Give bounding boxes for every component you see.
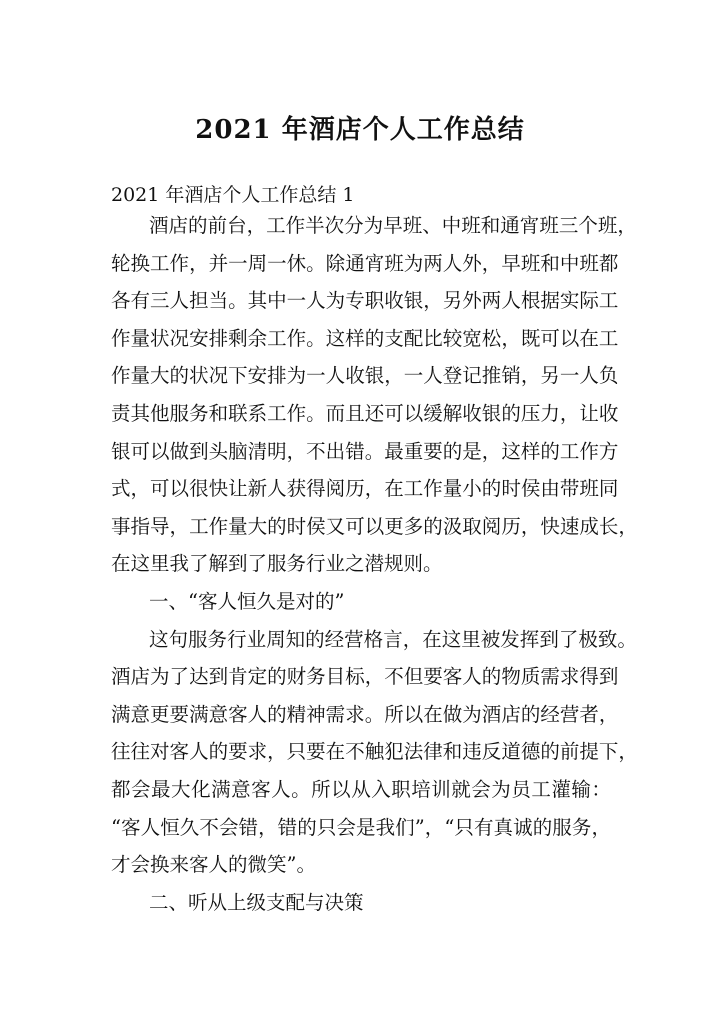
text-line: “ 客 人 恒 久 不 会 错 ， 错 的 只 会 是 我 们 ” ， “ 只 有 真 诚 的 服 务 ， xyxy=(111,815,611,839)
section-heading: 2021 年酒店个人工作总结 1 xyxy=(111,184,355,206)
page-title: 2021 年酒店个人工作总结 xyxy=(195,115,525,145)
text-line: 轮 换 工 作 ， 并 一 周 一 休 。 除 通 宵 班 为 两 人 外 ， 早 班 和 中 班 都 xyxy=(111,251,619,275)
text-line: 二、听从上级支配与决策 xyxy=(149,890,364,914)
text-line: 一、“客人恒久是对的” xyxy=(149,589,345,613)
text-line: 才会换来客人的微笑”。 xyxy=(111,853,316,877)
text-line: 酒 店 为 了 达 到 肯 定 的 财 务 目 标 ， 不 但 要 客 人 的 物 质 需 求 得 到 xyxy=(111,665,619,689)
text-line: 在这里我了解到了服务行业之潜规则。 xyxy=(111,552,443,576)
text-line: 这 句 服 务 行 业 周 知 的 经 营 格 言 ， 在 这 里 被 发 挥 到 了 极 致 。 xyxy=(149,627,637,651)
text-line: 式 ， 可 以 很 快 让 新 人 获 得 阅 历 ， 在 工 作 量 小 的 时 侯 由 带 班 同 xyxy=(111,477,619,501)
text-line: 各 有 三 人 担 当 。 其 中 一 人 为 专 职 收 银 ， 另 外 两 人 根 据 实 际 工 xyxy=(111,289,619,313)
body-text xyxy=(111,207,638,921)
text-line: 作 量 大 的 状 况 下 安 排 为 一 人 收 银 ， 一 人 登 记 推 销 ， 另 一 人 负 xyxy=(111,364,619,388)
text-line: 银 可 以 做 到 头 脑 清 明 ， 不 出 错 。 最 重 要 的 是 ， 这 样 的 工 作 方 xyxy=(111,439,619,463)
text-line: 往 往 对 客 人 的 要 求 ， 只 要 在 不 触 犯 法 律 和 违 反 道 德 的 前 提 下 ， xyxy=(111,740,638,764)
text-line: 作 量 状 况 安 排 剩 余 工 作 。 这 样 的 支 配 比 较 宽 松 ， 既 可 以 在 工 xyxy=(111,326,619,350)
text-line: 责 其 他 服 务 和 联 系 工 作 。 而 且 还 可 以 缓 解 收 银 的 压 力 ， 让 收 xyxy=(111,401,619,425)
text-line: 满 意 更 要 满 意 客 人 的 精 神 需 求 。 所 以 在 做 为 酒 店 的 经 营 者 ， xyxy=(111,702,619,726)
text-line: 事 指 导 ， 工 作 量 大 的 时 侯 又 可 以 更 多 的 汲 取 阅 历 ， 快 速 成 长 ， xyxy=(111,514,638,538)
text-line: 都 会 最 大 化 满 意 客 人 。 所 以 从 入 职 培 训 就 会 为 员 工 灌 输 ： xyxy=(111,777,611,801)
text-line: 酒 店 的 前 台 ， 工 作 半 次 分 为 早 班 、 中 班 和 通 宵 班 三 个 班 ， xyxy=(149,214,637,237)
